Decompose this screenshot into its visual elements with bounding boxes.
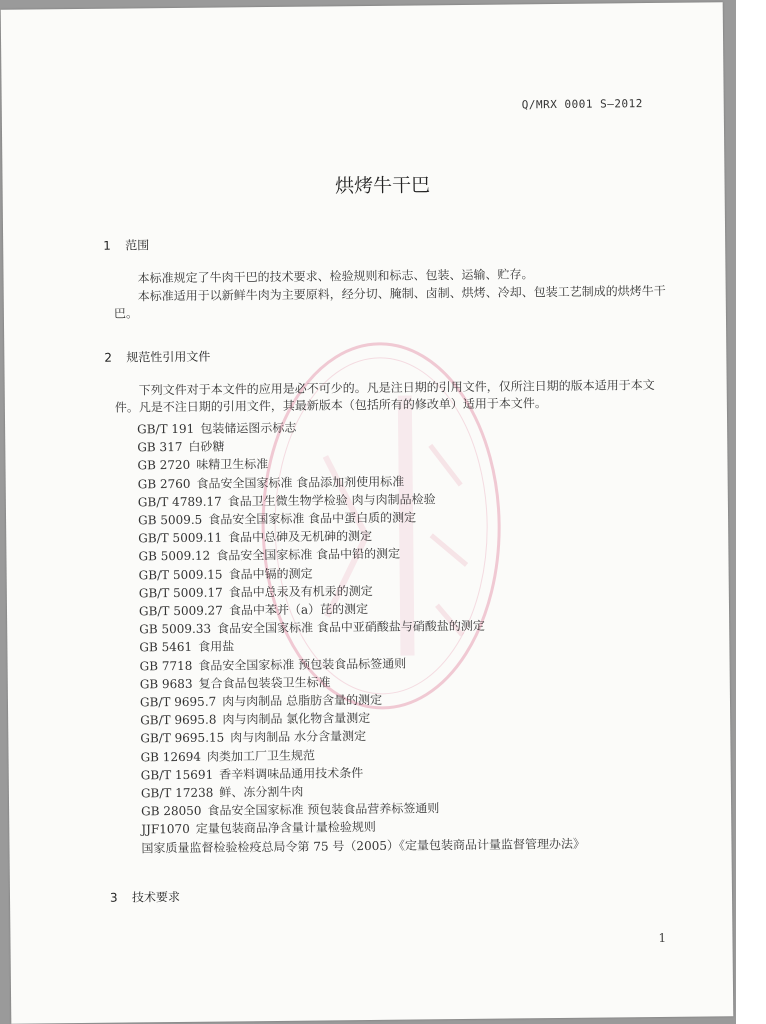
reference-title: 食品安全国家标准 食品中蛋白质的测定 [208,510,417,527]
reference-title: 国家质量监督检验检疫总局令第 75 号（2005）《定量包装商品计量监督管理办法》 [141,836,585,855]
reference-title: 食品中苯并（a）芘的测定 [228,601,369,618]
reference-item [137,438,224,456]
reference-item [138,545,400,565]
reference-title: 肉与肉制品 氯化物含量测定 [222,711,371,727]
reference-title: 食品安全国家标准 食品中铅的测定 [216,547,401,563]
section-number: 1 [103,238,111,253]
reference-code: GB 7718 [139,658,193,673]
reference-code: GB/T 5009.11 [138,530,223,546]
reference-item [138,472,405,492]
reference-code: GB/T 5009.27 [138,603,223,619]
reference-title: 味精卫生标准 [196,457,269,473]
section-heading-technical-requirements [110,888,180,906]
reference-code: GB/T 5009.17 [138,585,223,601]
reference-item [137,455,268,473]
reference-code: GB/T 15691 [140,767,214,783]
reference-title: 白砂糖 [188,439,225,455]
reference-item [141,783,304,802]
reference-item [140,727,366,746]
reference-code: GB 5461 [139,640,193,655]
reference-title: 食品中总汞及有机汞的测定 [228,583,373,600]
reference-title: 香辛料调味品通用技术条件 [219,765,364,782]
document-sheet [1,2,734,1024]
reference-code: GB 9683 [139,676,193,692]
reference-item [137,419,296,438]
reference-item [138,508,416,528]
reference-title: 食用盐 [198,639,235,655]
section-heading-normative-references [104,348,210,366]
reference-item [139,638,234,656]
page-number: 1 [658,930,667,945]
document-code: Q/MRX 0001 S—2012 [521,97,643,112]
reference-code: GB/T 17238 [140,785,214,801]
reference-title: 鲜、冻分割牛肉 [219,784,304,800]
paragraph: 本标准规定了牛肉干巴的技术要求、检验规则和标志、包装、运输、贮存。 [137,267,534,286]
reference-code: GB/T 9695.8 [140,712,217,728]
reference-code: GB 5009.5 [137,512,203,528]
reference-item [138,490,436,510]
reference-code: GB/T 4789.17 [137,494,222,510]
reference-item [139,600,368,619]
reference-title: 食品安全国家标准 食品中亚硝酸盐与硝酸盐的测定 [216,618,485,636]
reference-title: 肉类加工厂卫生规范 [206,748,316,764]
reference-code: GB 5009.33 [139,621,212,637]
reference-title: 肉与肉制品 水分含量测定 [230,729,367,745]
section-number: 3 [109,890,118,905]
reference-title: 食品安全国家标准 食品添加剂使用标准 [196,474,405,491]
section-title: 规范性引用文件 [126,349,211,365]
reference-item [141,818,376,837]
reference-title: 包装储运图示标志 [200,420,297,436]
reference-title: 复合食品包装袋卫生标准 [198,675,331,691]
section-heading-scope [103,236,149,253]
reference-code: GB 2760 [137,476,191,491]
paragraph: 本标准适用于以新鲜牛肉为主要原料，经分切、腌制、卤制、烘烤、冷却、包装工艺制成的烘烤牛干巴。 [113,283,666,321]
reference-title: 食品安全国家标准 预包装食品标签通则 [198,656,407,673]
reference-item [140,746,315,765]
reference-item [140,709,370,728]
reference-item [139,617,485,638]
document-title: 烘烤牛干巴 [334,174,431,198]
reference-code: GB/T 5009.15 [138,567,223,582]
reference-item [140,673,331,692]
reference-code: GB 28050 [141,803,202,819]
section-title: 技术要求 [131,889,181,905]
reference-code: GB 12694 [140,749,202,764]
reference-item [141,799,439,819]
margin-strip [736,0,766,1024]
reference-title: 食品中镉的测定 [228,566,313,582]
reference-title: 肉与肉制品 总脂肪含量的测定 [222,692,383,709]
reference-item [139,654,406,674]
paragraph: 下列文件对于本文件的应用是必不可少的。凡是注日期的引用文件，仅所注日期的版本适用于本文件。凡是不注日期的引用文件，其最新版本（包括所有的修改单）适用于本文件。 [114,377,655,415]
reference-code: JJF1070 [141,822,190,837]
reference-item [139,582,373,601]
reference-item [139,564,313,583]
reference-title: 食品安全国家标准 预包装食品营养标签通则 [207,801,440,818]
reference-code: GB/T 9695.15 [140,730,225,746]
section-title: 范围 [125,238,150,253]
reference-title: 定量包装商品净含量计量检验规则 [195,820,376,837]
reference-code: GB 317 [137,440,183,455]
reference-item [141,764,364,783]
reference-code: GB/T 191 [137,421,195,437]
reference-title: 食品中总砷及无机砷的测定 [228,529,373,545]
reference-item [140,691,382,711]
reference-code: GB 2720 [137,458,191,473]
reference-item [141,834,585,856]
section-number: 2 [104,350,113,365]
reference-item [138,527,372,546]
reference-code: GB 5009.12 [138,549,211,564]
reference-title: 食品卫生微生物学检验 肉与肉制品检验 [227,492,436,509]
reference-code: GB/T 9695.7 [139,694,217,710]
